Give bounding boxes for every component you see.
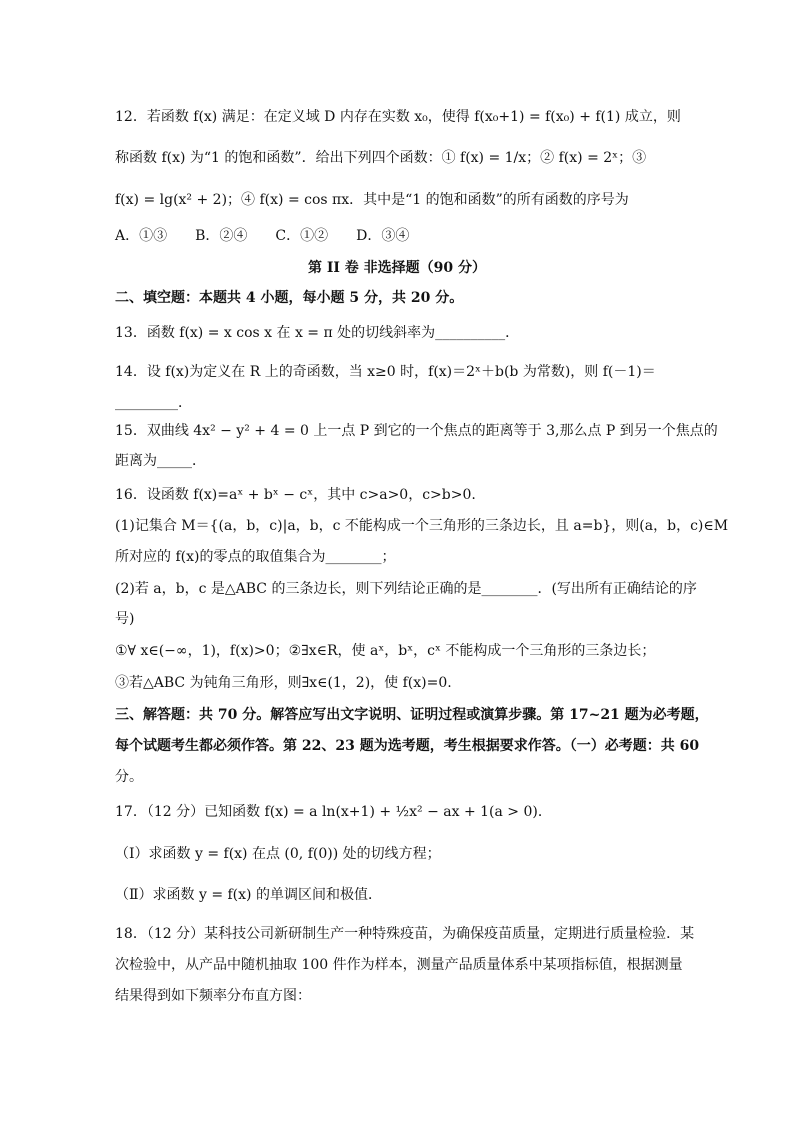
q12-options: A．①③ B．②④ C．①② D．③④ (115, 228, 410, 244)
section-3-line-2: 每个试题考生都必须作答。第 22、23 题为选考题，考生根据要求作答。（一）必考题：共 60 (115, 738, 700, 754)
fill-blank-header: 二、填空题：本题共 4 小题，每小题 5 分，共 20 分。 (115, 290, 464, 306)
section-3-line-3: 分。 (115, 769, 143, 785)
q17-part-1: （Ⅰ）求函数 y = f(x) 在点 (0, f(0)) 处的切线方程； (115, 846, 441, 862)
q12-line-2: 称函数 f(x) 为“1 的饱和函数”．给出下列四个函数：① f(x) = 1/x；② f(x) = 2ˣ；③ (115, 150, 647, 166)
q17-part-2: （Ⅱ）求函数 y = f(x) 的单调区间和极值． (115, 887, 382, 903)
q16-line-4: (2)若 a，b，c 是△ABC 的三条边长，则下列结论正确的是________．(写出所有正确结论的序 (115, 581, 697, 597)
q16-line-1: 16．设函数 f(x)=aˣ + bˣ − cˣ，其中 c>a>0，c>b>0. (115, 487, 476, 503)
q13: 13．函数 f(x) = x cos x 在 x = π 处的切线斜率为__________． (115, 325, 520, 341)
section-2-title: 第 II 卷 非选择题（90 分） (307, 260, 487, 276)
q16-line-3: 所对应的 f(x)的零点的取值集合为________； (115, 549, 396, 565)
q18-line-3: 结果得到如下频率分布直方图： (115, 988, 311, 1004)
q12-line-3: f(x) = lg(x² + 2)；④ f(x) = cos πx．其中是“1 的饱和函数”的所有函数的序号为 (115, 192, 629, 208)
q14-line-2: _________． (115, 395, 192, 411)
q17-line-1: 17．（12 分）已知函数 f(x) = a ln(x+1) + ½x² − ax + 1(a > 0)． (115, 804, 552, 820)
q18-line-2: 次检验中，从产品中随机抽取 100 件作为样本，测量产品质量体系中某项指标值，根据测量 (115, 957, 683, 973)
section-3-line-1: 三、解答题：共 70 分。解答应写出文字说明、证明过程或演算步骤。第 17~21 题为必考题， (115, 707, 709, 723)
q18-line-1: 18．（12 分）某科技公司新研制生产一种特殊疫苗，为确保疫苗质量，定期进行质量检验．某 (115, 926, 695, 942)
q15-line-2: 距离为_____． (115, 453, 206, 469)
q16-line-2: (1)记集合 M＝{(a，b，c)|a，b，c 不能构成一个三角形的三条边长，且 a=b}，则(a，b，c)∈M (115, 518, 729, 534)
q15-line-1: 15．双曲线 4x² − y² + 4 = 0 上一点 P 到它的一个焦点的距离等于 3,那么点 P 到另一个焦点的 (115, 423, 718, 439)
q14-line-1: 14．设 f(x)为定义在 R 上的奇函数，当 x≥0 时，f(x)＝2ˣ＋b(b 为常数)，则 f(－1)＝ (115, 364, 656, 380)
q16-line-7: ③若△ABC 为钝角三角形，则∃x∈(1，2)，使 f(x)=0. (115, 675, 452, 691)
q16-line-6: ①∀ x∈(−∞，1)，f(x)>0；②∃x∈R，使 aˣ，bˣ，cˣ 不能构成一个三角形的三条边长； (115, 643, 656, 659)
q12-line-1: 12．若函数 f(x) 满足：在定义域 D 内存在实数 x₀，使得 f(x₀+1) = f(x₀) + f(1) 成立，则 (115, 109, 681, 125)
q16-line-5: 号) (115, 611, 135, 627)
